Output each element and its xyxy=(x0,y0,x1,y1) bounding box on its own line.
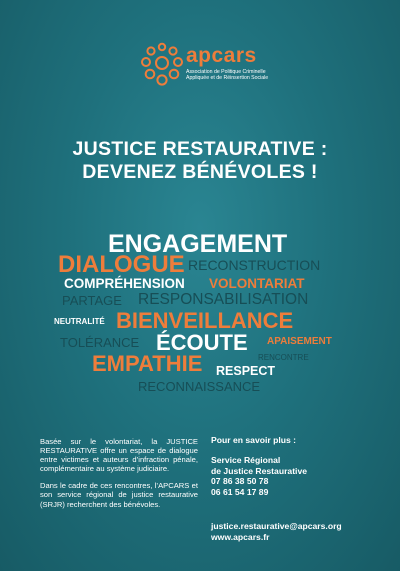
phone-2: 06 61 54 17 89 xyxy=(211,487,269,498)
word-rencontre: RENCONTRE xyxy=(258,353,309,362)
word-ecoute: ÉCOUTE xyxy=(156,330,248,355)
description-text xyxy=(40,437,198,517)
word-reconstruction: RECONSTRUCTION xyxy=(188,257,321,273)
website-link[interactable]: www.apcars.fr xyxy=(211,531,270,542)
word-tolerance: TOLÉRANCE xyxy=(60,335,140,350)
word-respect: RESPECT xyxy=(216,364,276,378)
word-dialogue: DIALOGUE xyxy=(58,251,185,278)
word-neutralite: NEUTRALITÉ xyxy=(54,317,105,326)
title-line2: DEVENEZ BÉNÉVOLES ! xyxy=(82,161,318,183)
logo-subtitle xyxy=(186,69,286,81)
word-comprehension: COMPRÉHENSION xyxy=(64,276,185,291)
word-empathie: EMPATHIE xyxy=(92,351,203,376)
phone-1: 07 86 38 50 78 xyxy=(211,476,269,487)
logo-circles-icon xyxy=(140,42,184,86)
description-para1: Basée sur le volontariat, la JUSTICE RESTAURATIVE offre un espace de dialogue entre victimes et auteurs d’infraction pénale, complémentaire au système judiciaire. xyxy=(40,437,198,474)
word-partage: PARTAGE xyxy=(62,293,122,308)
description-para2: Dans le cadre de ces rencontres, l’APCARS et son service régional de justice restaurative (SRJR) recherchent des bénévoles. xyxy=(40,481,198,509)
title-line1: JUSTICE RESTAURATIVE : xyxy=(72,138,328,160)
word-responsabilisation: RESPONSABILISATION xyxy=(138,291,309,308)
service-line1: Service Régional xyxy=(211,454,281,465)
service-line2: de Justice Restaurative xyxy=(211,465,308,476)
poster-title xyxy=(0,138,400,184)
contact-block xyxy=(211,435,371,543)
word-volontariat: VOLONTARIAT xyxy=(209,276,305,291)
word-reconnaissance: RECONNAISSANCE xyxy=(138,379,261,394)
word-apaisement: APAISEMENT xyxy=(267,336,332,347)
word-engagement: ENGAGEMENT xyxy=(108,230,288,258)
apcars-logo xyxy=(140,42,280,92)
email-link[interactable]: justice.restaurative@apcars.org xyxy=(211,520,342,531)
logo-subtitle-line1: Association de Politique Criminelle xyxy=(186,69,266,75)
logo-subtitle-line2: Appliquée et de Réinsertion Sociale xyxy=(186,75,269,81)
word-bienveillance: BIENVEILLANCE xyxy=(116,308,294,333)
logo-name: apcars xyxy=(186,44,257,67)
contact-heading: Pour en savoir plus : xyxy=(211,435,297,445)
